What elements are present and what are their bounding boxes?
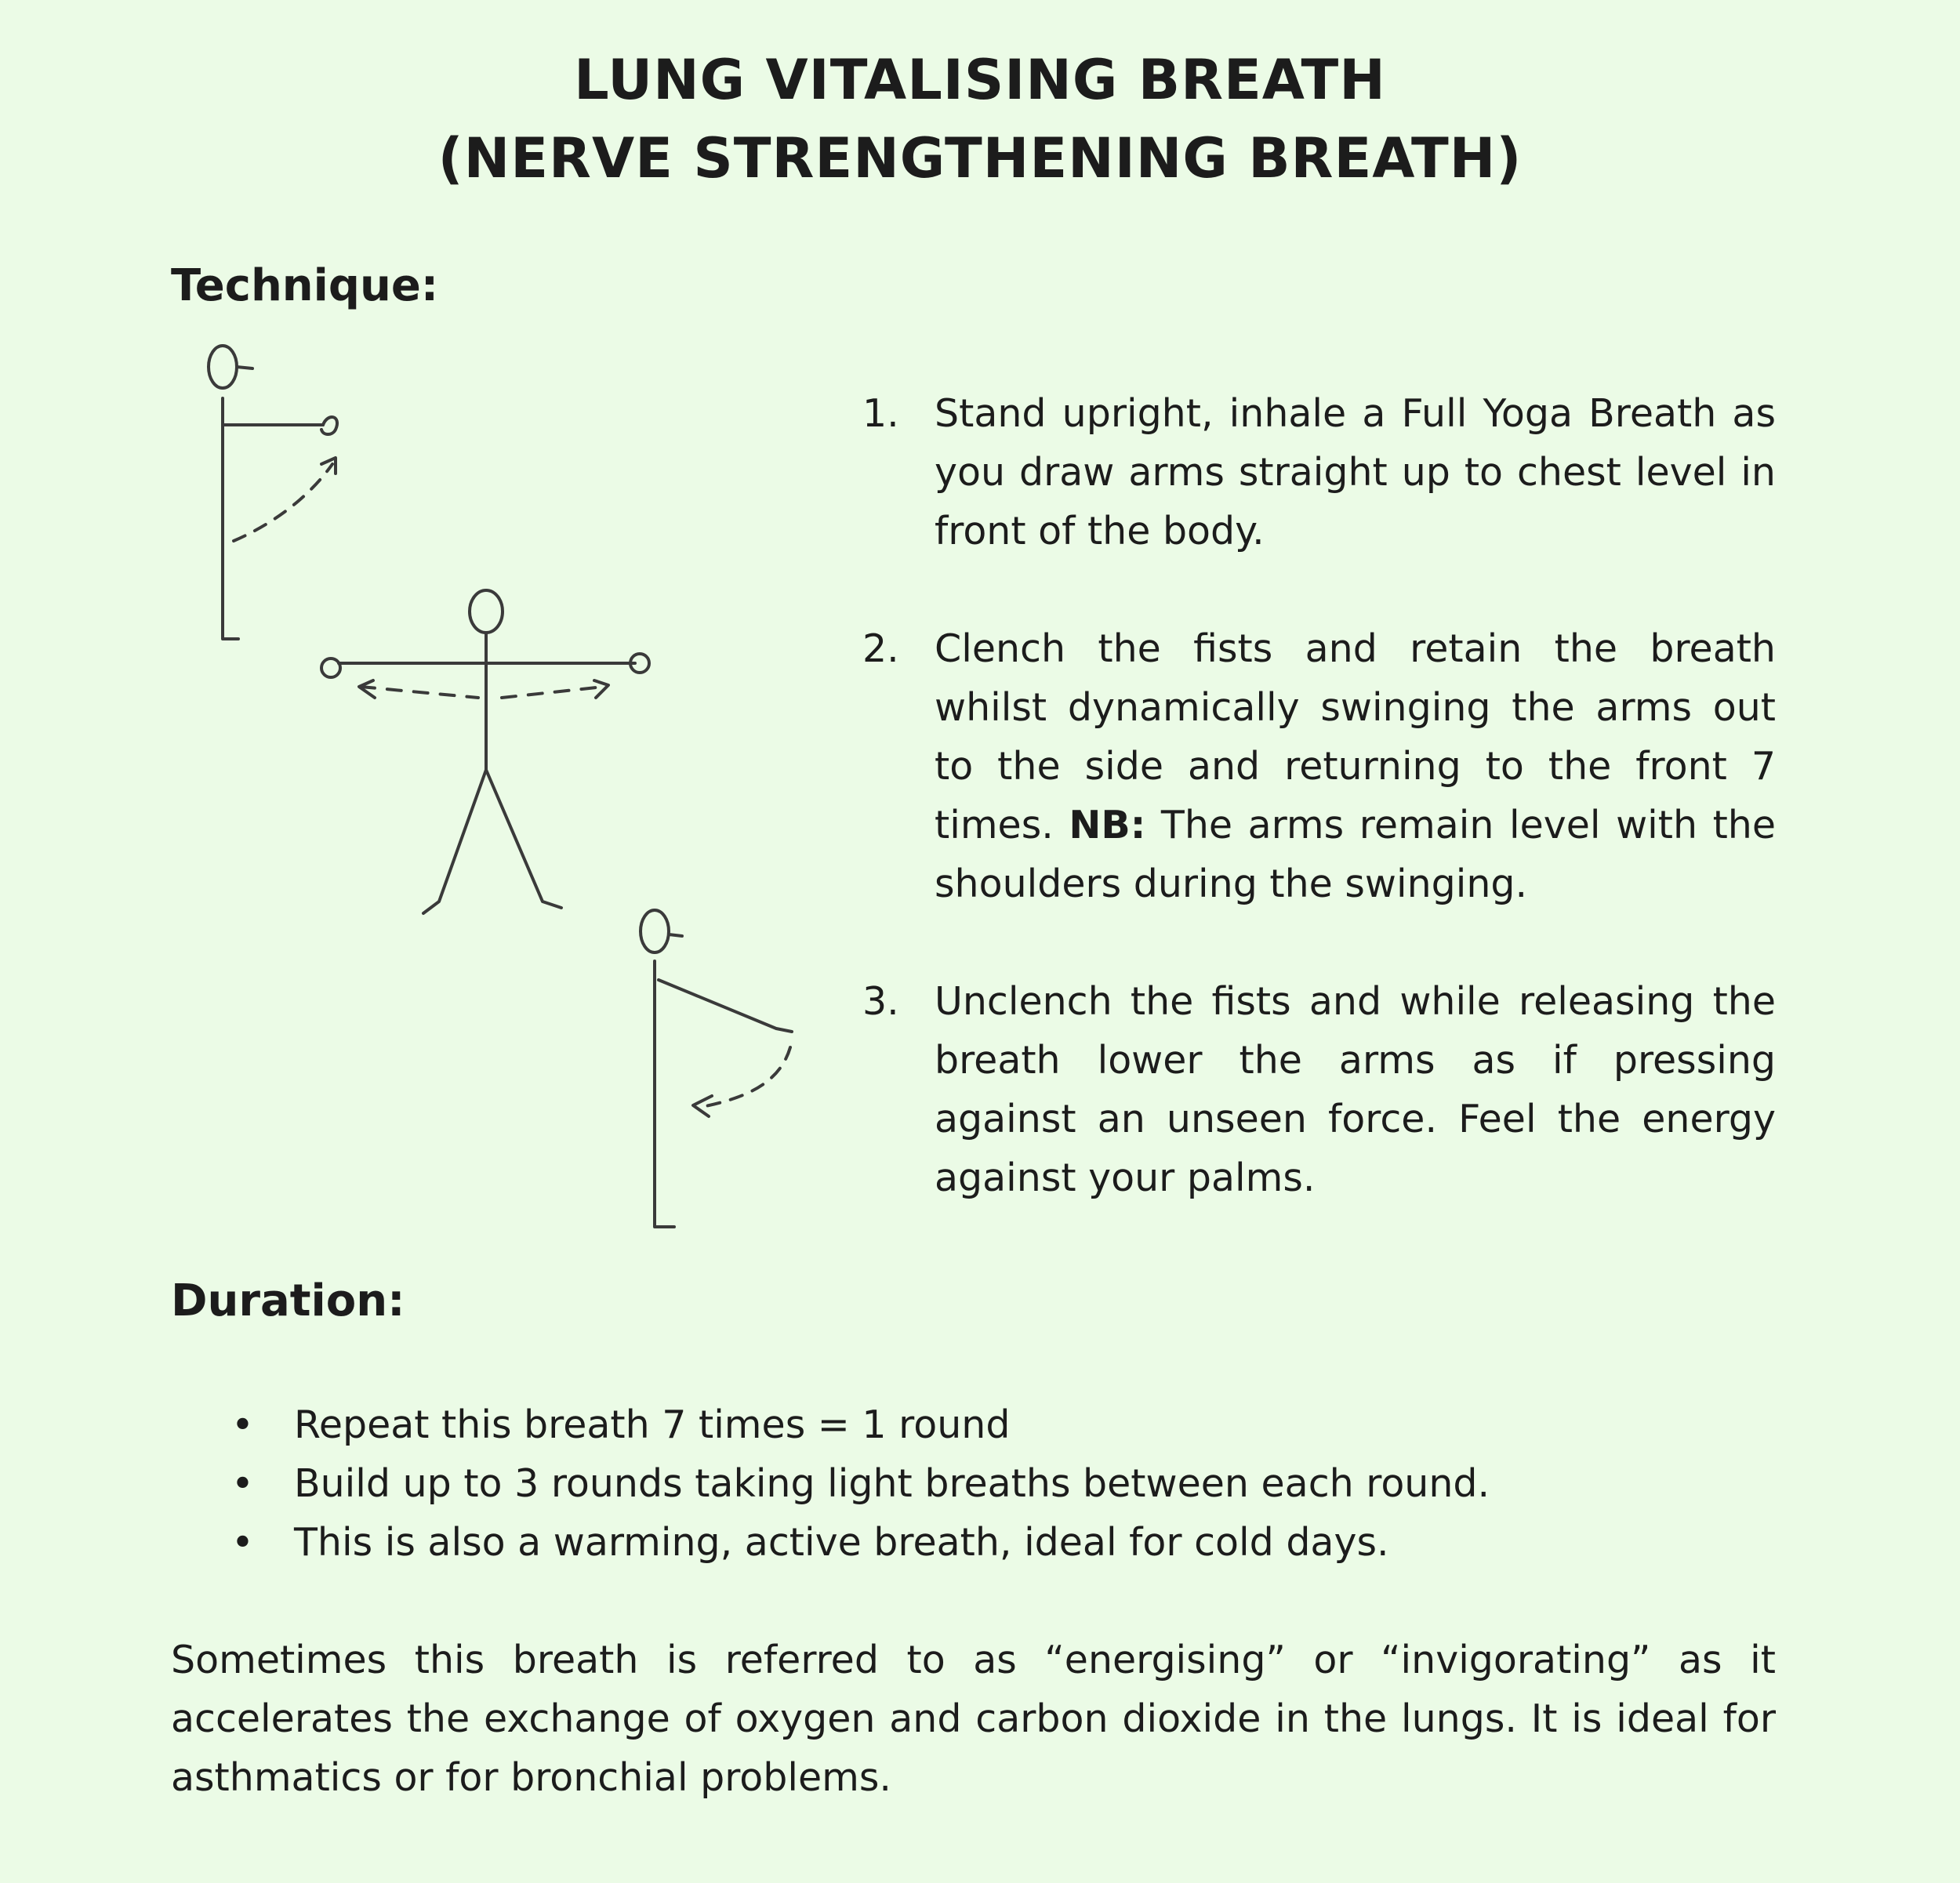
step-number: 2. bbox=[862, 626, 899, 671]
step-text: Unclench the fists and while releasing the breath lower the arms as if pressing against an unseen force. Feel the energy against your palms. bbox=[935, 979, 1776, 1200]
list-item bbox=[231, 1454, 1721, 1513]
figure-arms-lowering bbox=[641, 910, 792, 1227]
step-text: Stand upright, inhale a Full Yoga Breath as you draw arms straight up to chest level in front of the body. bbox=[935, 391, 1776, 553]
technique-heading: Technique: bbox=[171, 260, 439, 311]
duration-heading: Duration: bbox=[171, 1275, 405, 1326]
technique-step bbox=[862, 972, 1776, 1207]
figure-arms-forward bbox=[209, 346, 337, 639]
duration-list bbox=[231, 1395, 1721, 1572]
step-text: Clench the fists and retain the breath whilst dynamically swinging the arms out to the side and returning to the front 7 times. bbox=[935, 626, 1776, 847]
bullet-icon: • bbox=[231, 1461, 254, 1506]
list-item bbox=[231, 1513, 1721, 1572]
step-number: 3. bbox=[862, 979, 899, 1024]
figure-arms-side bbox=[321, 590, 649, 913]
list-item-text: Build up to 3 rounds taking light breaths between each round. bbox=[294, 1461, 1490, 1506]
page-subtitle: (NERVE STRENGTHENING BREATH) bbox=[437, 126, 1523, 190]
list-item-text: Repeat this breath 7 times = 1 round bbox=[294, 1402, 1011, 1447]
list-item-text: This is also a warming, active breath, ideal for cold days. bbox=[294, 1520, 1389, 1565]
step-number: 1. bbox=[862, 391, 899, 436]
list-item bbox=[231, 1395, 1721, 1454]
technique-step bbox=[862, 384, 1776, 561]
page-title-line1: LUNG VITALISING BREATH bbox=[574, 48, 1386, 112]
bullet-icon: • bbox=[231, 1402, 254, 1447]
nb-label: NB: bbox=[1069, 803, 1146, 847]
bullet-icon: • bbox=[231, 1520, 254, 1565]
stick-figure-illustration bbox=[0, 0, 862, 1270]
step-text-continued: The arms remain level with the shoulders during the swinging. bbox=[935, 803, 1777, 906]
closing-paragraph: Sometimes this breath is referred to as “energising” or “invigorating” as it accelerates the exchange of oxygen and carbon dioxide in the lungs. It is ideal for asthmatics or for bronchial problems. bbox=[171, 1638, 1776, 1800]
technique-steps bbox=[862, 384, 1776, 1266]
technique-step bbox=[862, 619, 1776, 913]
